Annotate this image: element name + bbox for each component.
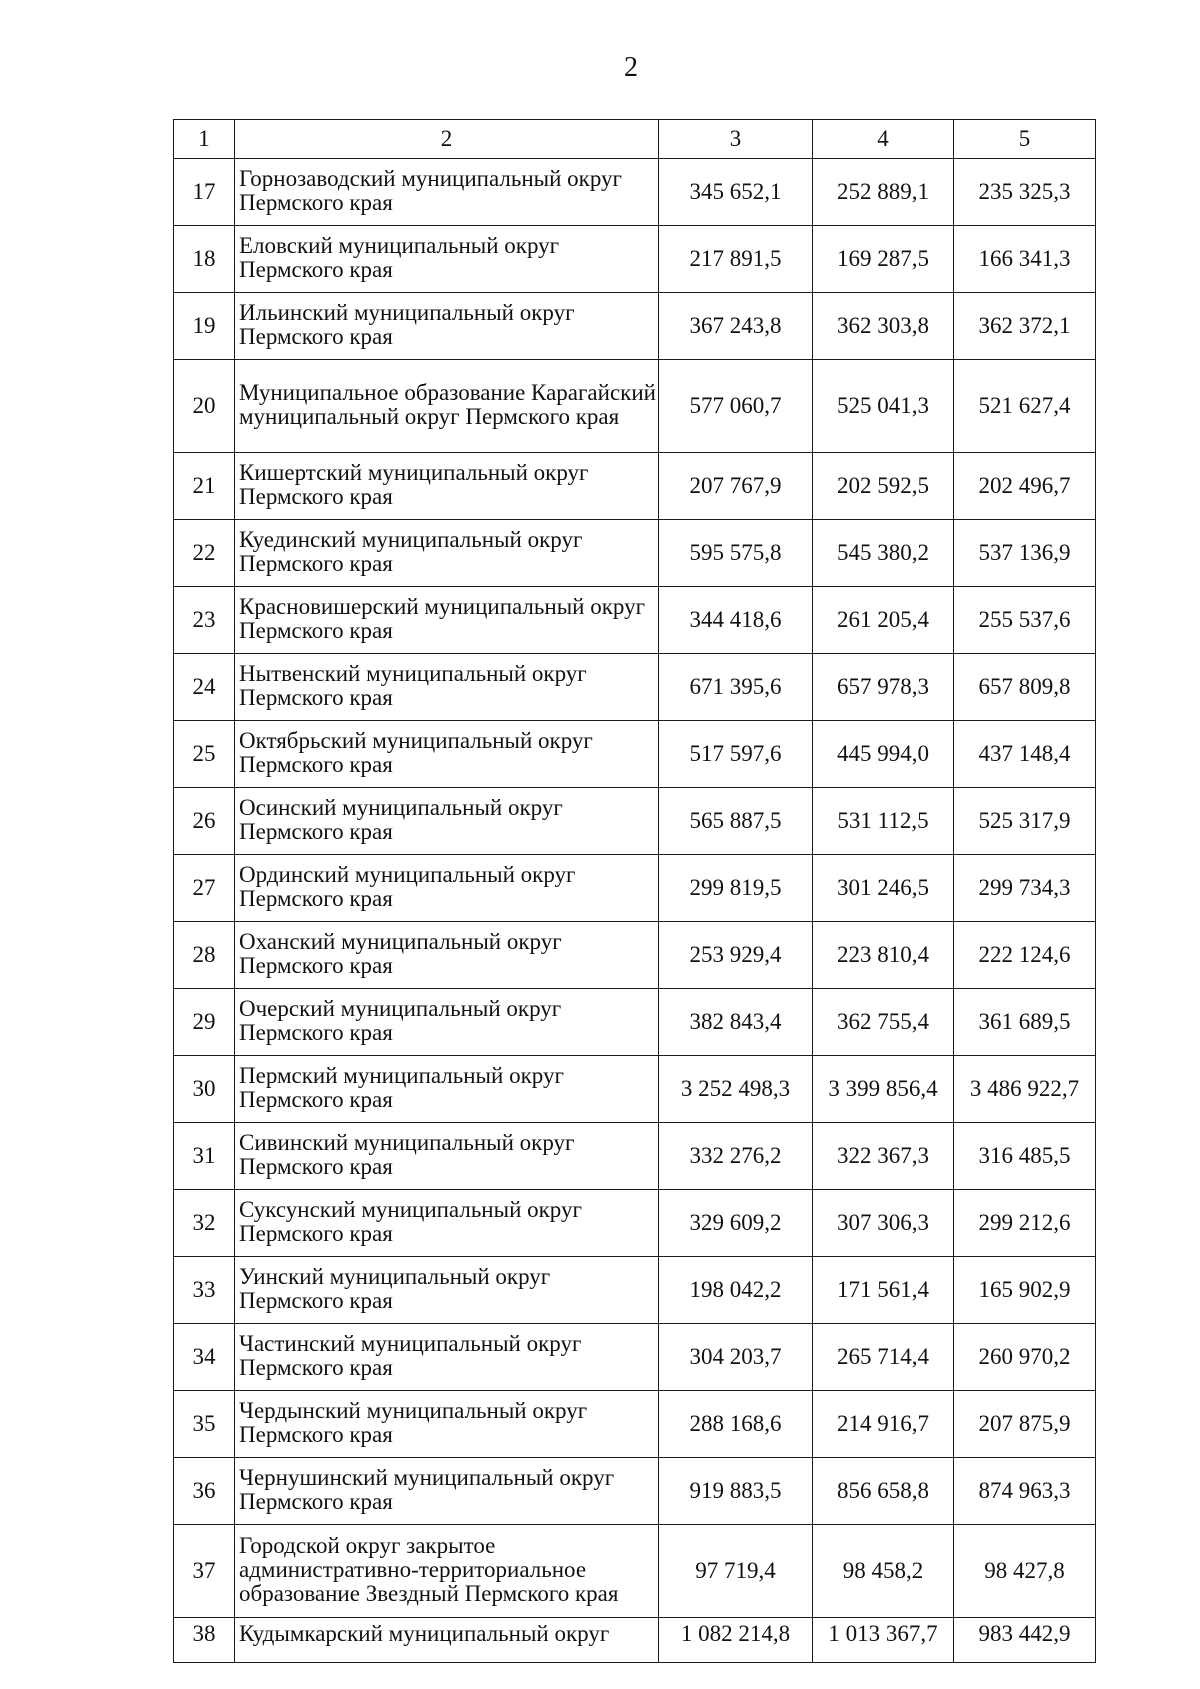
municipality-name: Осинский муниципальный округ Пермского края <box>235 788 659 855</box>
column-header: 2 <box>235 120 659 159</box>
municipality-name: Уинский муниципальный округ Пермского края <box>235 1257 659 1324</box>
value-col-3: 207 767,9 <box>659 453 813 520</box>
value-col-4: 171 561,4 <box>813 1257 954 1324</box>
row-number: 20 <box>174 360 235 453</box>
value-col-5: 207 875,9 <box>954 1391 1096 1458</box>
value-col-5: 3 486 922,7 <box>954 1056 1096 1123</box>
row-number: 19 <box>174 293 235 360</box>
value-col-5: 537 136,9 <box>954 520 1096 587</box>
column-header: 5 <box>954 120 1096 159</box>
value-col-3: 517 597,6 <box>659 721 813 788</box>
value-col-5: 299 212,6 <box>954 1190 1096 1257</box>
value-col-3: 329 609,2 <box>659 1190 813 1257</box>
value-col-4: 98 458,2 <box>813 1525 954 1618</box>
value-col-4: 202 592,5 <box>813 453 954 520</box>
table-row <box>174 788 1096 855</box>
value-col-3: 217 891,5 <box>659 226 813 293</box>
value-col-5: 255 537,6 <box>954 587 1096 654</box>
value-col-3: 332 276,2 <box>659 1123 813 1190</box>
table-row <box>174 159 1096 226</box>
row-number: 23 <box>174 587 235 654</box>
value-col-4: 223 810,4 <box>813 922 954 989</box>
municipality-name: Суксунский муниципальный округ Пермского края <box>235 1190 659 1257</box>
table-row <box>174 922 1096 989</box>
value-col-5: 260 970,2 <box>954 1324 1096 1391</box>
budget-table <box>173 119 1096 1663</box>
table-row <box>174 1525 1096 1618</box>
table-row <box>174 1391 1096 1458</box>
row-number: 18 <box>174 226 235 293</box>
value-col-4: 322 367,3 <box>813 1123 954 1190</box>
value-col-3: 577 060,7 <box>659 360 813 453</box>
table-row <box>174 1123 1096 1190</box>
value-col-3: 288 168,6 <box>659 1391 813 1458</box>
municipality-name: Кишертский муниципальный округ Пермского края <box>235 453 659 520</box>
value-col-3: 253 929,4 <box>659 922 813 989</box>
table-row <box>174 293 1096 360</box>
value-col-4: 545 380,2 <box>813 520 954 587</box>
table-row <box>174 1458 1096 1525</box>
value-col-4: 657 978,3 <box>813 654 954 721</box>
table-row <box>174 1257 1096 1324</box>
table-row <box>174 855 1096 922</box>
municipality-name: Оханский муниципальный округ Пермского края <box>235 922 659 989</box>
value-col-4: 301 246,5 <box>813 855 954 922</box>
table-row <box>174 360 1096 453</box>
row-number: 31 <box>174 1123 235 1190</box>
value-col-5: 521 627,4 <box>954 360 1096 453</box>
value-col-3: 382 843,4 <box>659 989 813 1056</box>
value-col-3: 344 418,6 <box>659 587 813 654</box>
table-header-row <box>174 120 1096 159</box>
table-row <box>174 721 1096 788</box>
municipality-name: Сивинский муниципальный округ Пермского края <box>235 1123 659 1190</box>
value-col-3: 198 042,2 <box>659 1257 813 1324</box>
row-number: 27 <box>174 855 235 922</box>
municipality-name: Кудымкарский муниципальный округ <box>235 1618 659 1663</box>
value-col-5: 983 442,9 <box>954 1618 1096 1663</box>
municipality-name: Ординский муниципальный округ Пермского края <box>235 855 659 922</box>
value-col-4: 307 306,3 <box>813 1190 954 1257</box>
value-col-5: 98 427,8 <box>954 1525 1096 1618</box>
value-col-3: 595 575,8 <box>659 520 813 587</box>
municipality-name: Красновишерский муниципальный округ Пермского края <box>235 587 659 654</box>
value-col-5: 316 485,5 <box>954 1123 1096 1190</box>
row-number: 38 <box>174 1618 235 1663</box>
value-col-3: 97 719,4 <box>659 1525 813 1618</box>
row-number: 32 <box>174 1190 235 1257</box>
value-col-4: 214 916,7 <box>813 1391 954 1458</box>
table-row <box>174 1056 1096 1123</box>
municipality-name: Октябрьский муниципальный округ Пермского края <box>235 721 659 788</box>
row-number: 36 <box>174 1458 235 1525</box>
value-col-4: 261 205,4 <box>813 587 954 654</box>
row-number: 37 <box>174 1525 235 1618</box>
value-col-5: 874 963,3 <box>954 1458 1096 1525</box>
value-col-5: 235 325,3 <box>954 159 1096 226</box>
value-col-5: 362 372,1 <box>954 293 1096 360</box>
value-col-3: 3 252 498,3 <box>659 1056 813 1123</box>
table-row <box>174 520 1096 587</box>
municipality-name: Чернушинский муниципальный округ Пермского края <box>235 1458 659 1525</box>
row-number: 33 <box>174 1257 235 1324</box>
row-number: 21 <box>174 453 235 520</box>
row-number: 35 <box>174 1391 235 1458</box>
table-row <box>174 1190 1096 1257</box>
row-number: 30 <box>174 1056 235 1123</box>
value-col-3: 565 887,5 <box>659 788 813 855</box>
table-row <box>174 587 1096 654</box>
municipality-name: Ильинский муниципальный округ Пермского края <box>235 293 659 360</box>
value-col-5: 166 341,3 <box>954 226 1096 293</box>
municipality-name: Нытвенский муниципальный округ Пермского края <box>235 654 659 721</box>
value-col-4: 169 287,5 <box>813 226 954 293</box>
municipality-name: Еловский муниципальный округ Пермского края <box>235 226 659 293</box>
municipality-name: Куединский муниципальный округ Пермского края <box>235 520 659 587</box>
value-col-4: 362 755,4 <box>813 989 954 1056</box>
municipality-name: Горнозаводский муниципальный округ Пермского края <box>235 159 659 226</box>
value-col-3: 367 243,8 <box>659 293 813 360</box>
row-number: 24 <box>174 654 235 721</box>
value-col-3: 671 395,6 <box>659 654 813 721</box>
value-col-5: 165 902,9 <box>954 1257 1096 1324</box>
table-row <box>174 989 1096 1056</box>
municipality-name: Пермский муниципальный округ Пермского края <box>235 1056 659 1123</box>
municipality-name: Городской округ закрытое административно-территориальное образование Звездный Пермского края <box>235 1525 659 1618</box>
value-col-4: 362 303,8 <box>813 293 954 360</box>
row-number: 28 <box>174 922 235 989</box>
municipality-name: Чердынский муниципальный округ Пермского края <box>235 1391 659 1458</box>
municipality-name: Очерский муниципальный округ Пермского края <box>235 989 659 1056</box>
column-header: 3 <box>659 120 813 159</box>
municipality-name: Муниципальное образование Карагайский муниципальный округ Пермского края <box>235 360 659 453</box>
value-col-3: 345 652,1 <box>659 159 813 226</box>
value-col-4: 265 714,4 <box>813 1324 954 1391</box>
value-col-4: 531 112,5 <box>813 788 954 855</box>
table-row <box>174 654 1096 721</box>
row-number: 34 <box>174 1324 235 1391</box>
value-col-3: 304 203,7 <box>659 1324 813 1391</box>
table-row <box>174 453 1096 520</box>
column-header: 4 <box>813 120 954 159</box>
value-col-3: 1 082 214,8 <box>659 1618 813 1663</box>
page-number: 2 <box>624 52 638 83</box>
value-col-4: 3 399 856,4 <box>813 1056 954 1123</box>
value-col-5: 299 734,3 <box>954 855 1096 922</box>
value-col-5: 657 809,8 <box>954 654 1096 721</box>
table-row <box>174 226 1096 293</box>
row-number: 29 <box>174 989 235 1056</box>
row-number: 17 <box>174 159 235 226</box>
municipality-name: Частинский муниципальный округ Пермского края <box>235 1324 659 1391</box>
value-col-5: 222 124,6 <box>954 922 1096 989</box>
value-col-4: 252 889,1 <box>813 159 954 226</box>
value-col-4: 856 658,8 <box>813 1458 954 1525</box>
row-number: 26 <box>174 788 235 855</box>
value-col-3: 299 819,5 <box>659 855 813 922</box>
value-col-5: 525 317,9 <box>954 788 1096 855</box>
table-row <box>174 1324 1096 1391</box>
value-col-4: 445 994,0 <box>813 721 954 788</box>
row-number: 22 <box>174 520 235 587</box>
value-col-4: 1 013 367,7 <box>813 1618 954 1663</box>
value-col-4: 525 041,3 <box>813 360 954 453</box>
value-col-5: 437 148,4 <box>954 721 1096 788</box>
row-number: 25 <box>174 721 235 788</box>
value-col-5: 361 689,5 <box>954 989 1096 1056</box>
value-col-5: 202 496,7 <box>954 453 1096 520</box>
column-header: 1 <box>174 120 235 159</box>
table-row <box>174 1618 1096 1663</box>
value-col-3: 919 883,5 <box>659 1458 813 1525</box>
